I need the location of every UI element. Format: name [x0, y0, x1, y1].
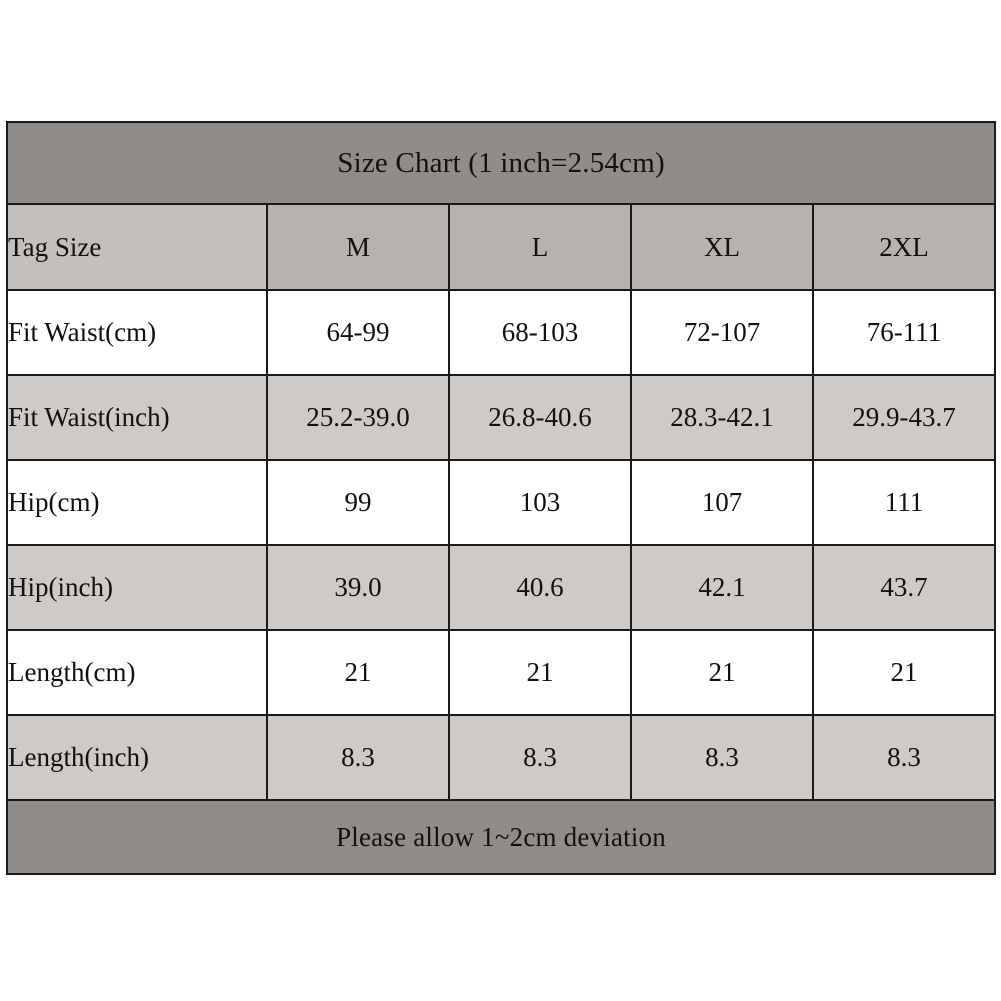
size-chart-container: [6, 121, 995, 875]
cell-length-cm-2xl: 21: [813, 630, 995, 715]
column-header-xl: XL: [631, 204, 813, 290]
table-title-row: [7, 122, 995, 204]
column-header-tag-size: Tag Size: [7, 204, 267, 290]
cell-length-cm-m: 21: [267, 630, 449, 715]
cell-hip-cm-l: 103: [449, 460, 631, 545]
size-chart-table: [6, 121, 996, 875]
cell-hip-cm-2xl: 111: [813, 460, 995, 545]
cell-fit-waist-inch-m: 25.2-39.0: [267, 375, 449, 460]
table-row: [7, 290, 995, 375]
cell-length-cm-xl: 21: [631, 630, 813, 715]
cell-hip-cm-m: 99: [267, 460, 449, 545]
cell-fit-waist-inch-2xl: 29.9-43.7: [813, 375, 995, 460]
cell-fit-waist-cm-l: 68-103: [449, 290, 631, 375]
row-label-length-cm: Length(cm): [7, 630, 267, 715]
table-row: [7, 460, 995, 545]
cell-fit-waist-inch-xl: 28.3-42.1: [631, 375, 813, 460]
row-label-hip-cm: Hip(cm): [7, 460, 267, 545]
cell-fit-waist-cm-m: 64-99: [267, 290, 449, 375]
cell-hip-inch-2xl: 43.7: [813, 545, 995, 630]
column-header-2xl: 2XL: [813, 204, 995, 290]
cell-length-inch-xl: 8.3: [631, 715, 813, 800]
table-header-row: [7, 204, 995, 290]
table-row: [7, 715, 995, 800]
row-label-hip-inch: Hip(inch): [7, 545, 267, 630]
cell-length-inch-l: 8.3: [449, 715, 631, 800]
deviation-note: Please allow 1~2cm deviation: [7, 800, 995, 874]
cell-fit-waist-cm-2xl: 76-111: [813, 290, 995, 375]
cell-hip-inch-xl: 42.1: [631, 545, 813, 630]
table-row: [7, 630, 995, 715]
row-label-length-inch: Length(inch): [7, 715, 267, 800]
cell-fit-waist-cm-xl: 72-107: [631, 290, 813, 375]
row-label-fit-waist-inch: Fit Waist(inch): [7, 375, 267, 460]
table-row: [7, 375, 995, 460]
table-row: [7, 545, 995, 630]
cell-hip-cm-xl: 107: [631, 460, 813, 545]
chart-title: Size Chart (1 inch=2.54cm): [7, 122, 995, 204]
row-label-fit-waist-cm: Fit Waist(cm): [7, 290, 267, 375]
column-header-m: M: [267, 204, 449, 290]
cell-length-inch-m: 8.3: [267, 715, 449, 800]
cell-hip-inch-l: 40.6: [449, 545, 631, 630]
cell-hip-inch-m: 39.0: [267, 545, 449, 630]
table-footer-row: [7, 800, 995, 874]
cell-fit-waist-inch-l: 26.8-40.6: [449, 375, 631, 460]
cell-length-cm-l: 21: [449, 630, 631, 715]
cell-length-inch-2xl: 8.3: [813, 715, 995, 800]
column-header-l: L: [449, 204, 631, 290]
